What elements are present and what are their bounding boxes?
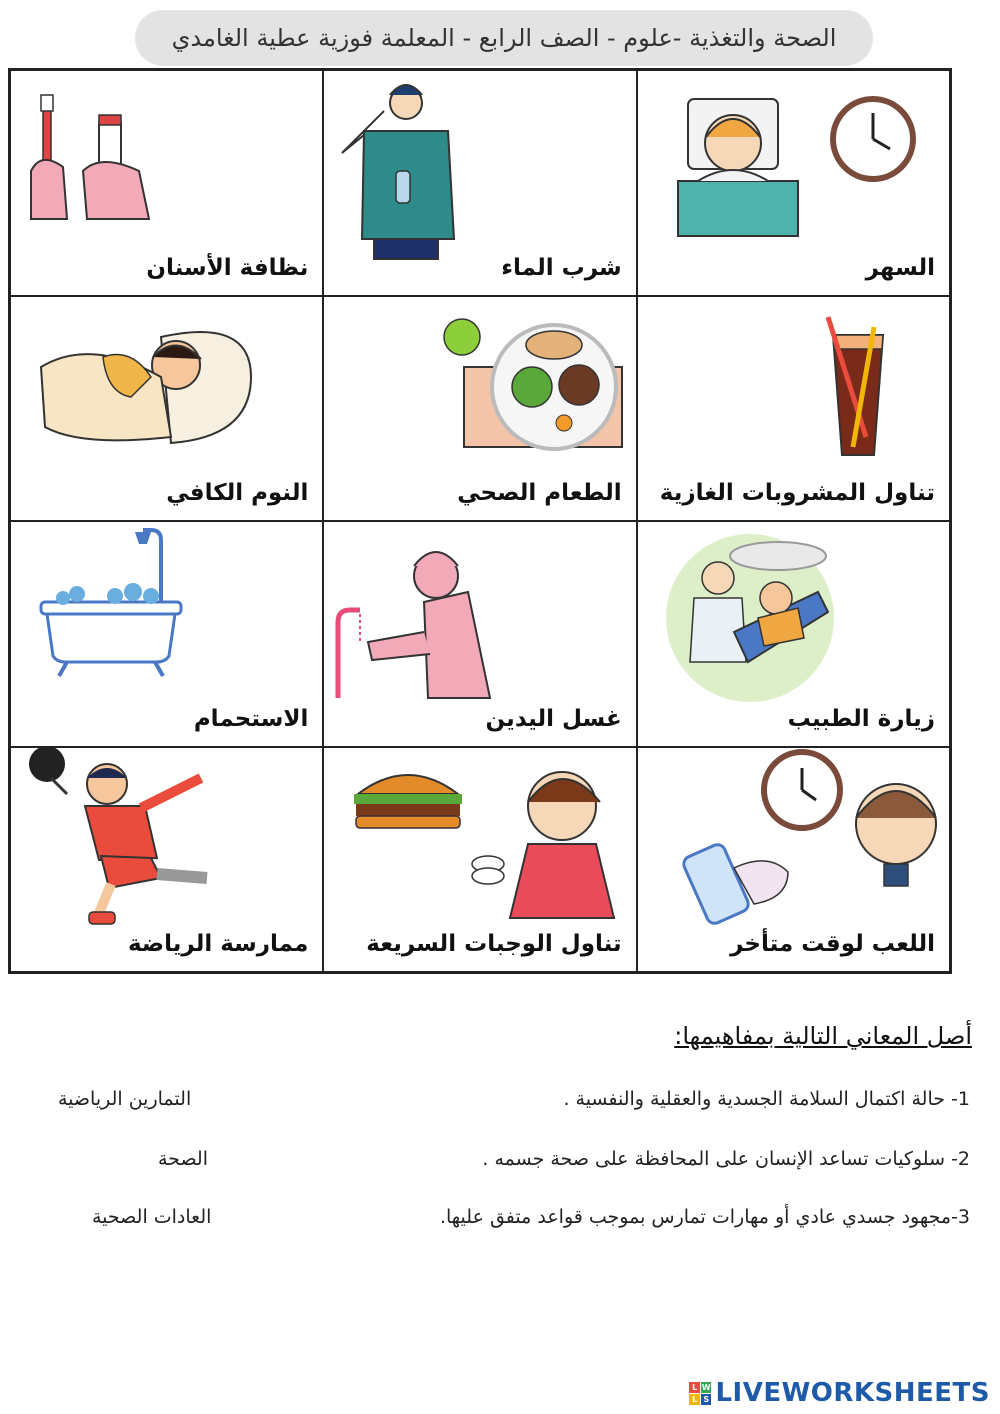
card-label: الطعام الصحي: [457, 480, 622, 506]
statement-1[interactable]: 1- حالة اكتمال السلامة الجسدية والعقلية والنفسية .: [563, 1088, 970, 1110]
brand-mark-cell: L: [689, 1394, 700, 1405]
card-label: تناول المشروبات الغازية: [659, 480, 935, 506]
card-bathing[interactable]: [10, 521, 323, 747]
card-label: ممارسة الرياضة: [127, 931, 309, 957]
card-doctor-visit[interactable]: [637, 521, 950, 747]
card-label: غسل اليدين: [485, 705, 622, 732]
card-staying-up-late[interactable]: [637, 70, 950, 296]
card-label: نظافة الأسنان: [146, 254, 309, 281]
option-healthy-habits[interactable]: العادات الصحية: [92, 1206, 212, 1228]
statement-3[interactable]: 3-مجهود جسدي عادي أو مهارات تمارس بموجب قواعد متفق عليها.: [439, 1206, 970, 1228]
card-label: تناول الوجبات السريعة: [366, 931, 622, 957]
liveworksheets-logo: [689, 1378, 990, 1408]
card-fast-food[interactable]: [323, 747, 636, 973]
card-label: الاستحمام: [193, 705, 309, 732]
worksheet-title: الصحة والتغذية -علوم - الصف الرابع - المعلمة فوزية عطية الغامدي: [171, 24, 837, 52]
brand-mark-cell: W: [701, 1383, 711, 1392]
option-health[interactable]: الصحة: [158, 1148, 208, 1170]
statement-2[interactable]: 2- سلوكيات تساعد الإنسان على المحافظة على صحة جسمه .: [482, 1148, 970, 1170]
worksheet-header: [135, 10, 873, 66]
card-label: اللعب لوقت متأخر: [730, 931, 935, 957]
card-healthy-food[interactable]: [323, 296, 636, 522]
brand-text: LIVEWORKSHEETS: [715, 1378, 990, 1408]
card-label: زيارة الطبيب: [787, 705, 935, 732]
brand-mark-cell: S: [701, 1394, 712, 1405]
card-hand-washing[interactable]: [323, 521, 636, 747]
brand-mark-icon: [689, 1382, 711, 1404]
card-exercise[interactable]: [10, 747, 323, 973]
card-soft-drinks[interactable]: [637, 296, 950, 522]
card-label: النوم الكافي: [166, 480, 309, 506]
card-playing-late[interactable]: [637, 747, 950, 973]
card-enough-sleep[interactable]: [10, 296, 323, 522]
matching-task-title: أصل المعاني التالية بمفاهيمها:: [674, 1022, 972, 1050]
card-label: السهر: [865, 254, 935, 281]
brand-mark-cell: L: [689, 1382, 700, 1393]
card-teeth-cleaning[interactable]: [10, 70, 323, 296]
card-drinking-water[interactable]: [323, 70, 636, 296]
habits-grid: [8, 68, 952, 974]
option-physical-exercise[interactable]: التمارين الرياضية: [58, 1088, 192, 1110]
card-label: شرب الماء: [501, 254, 622, 281]
